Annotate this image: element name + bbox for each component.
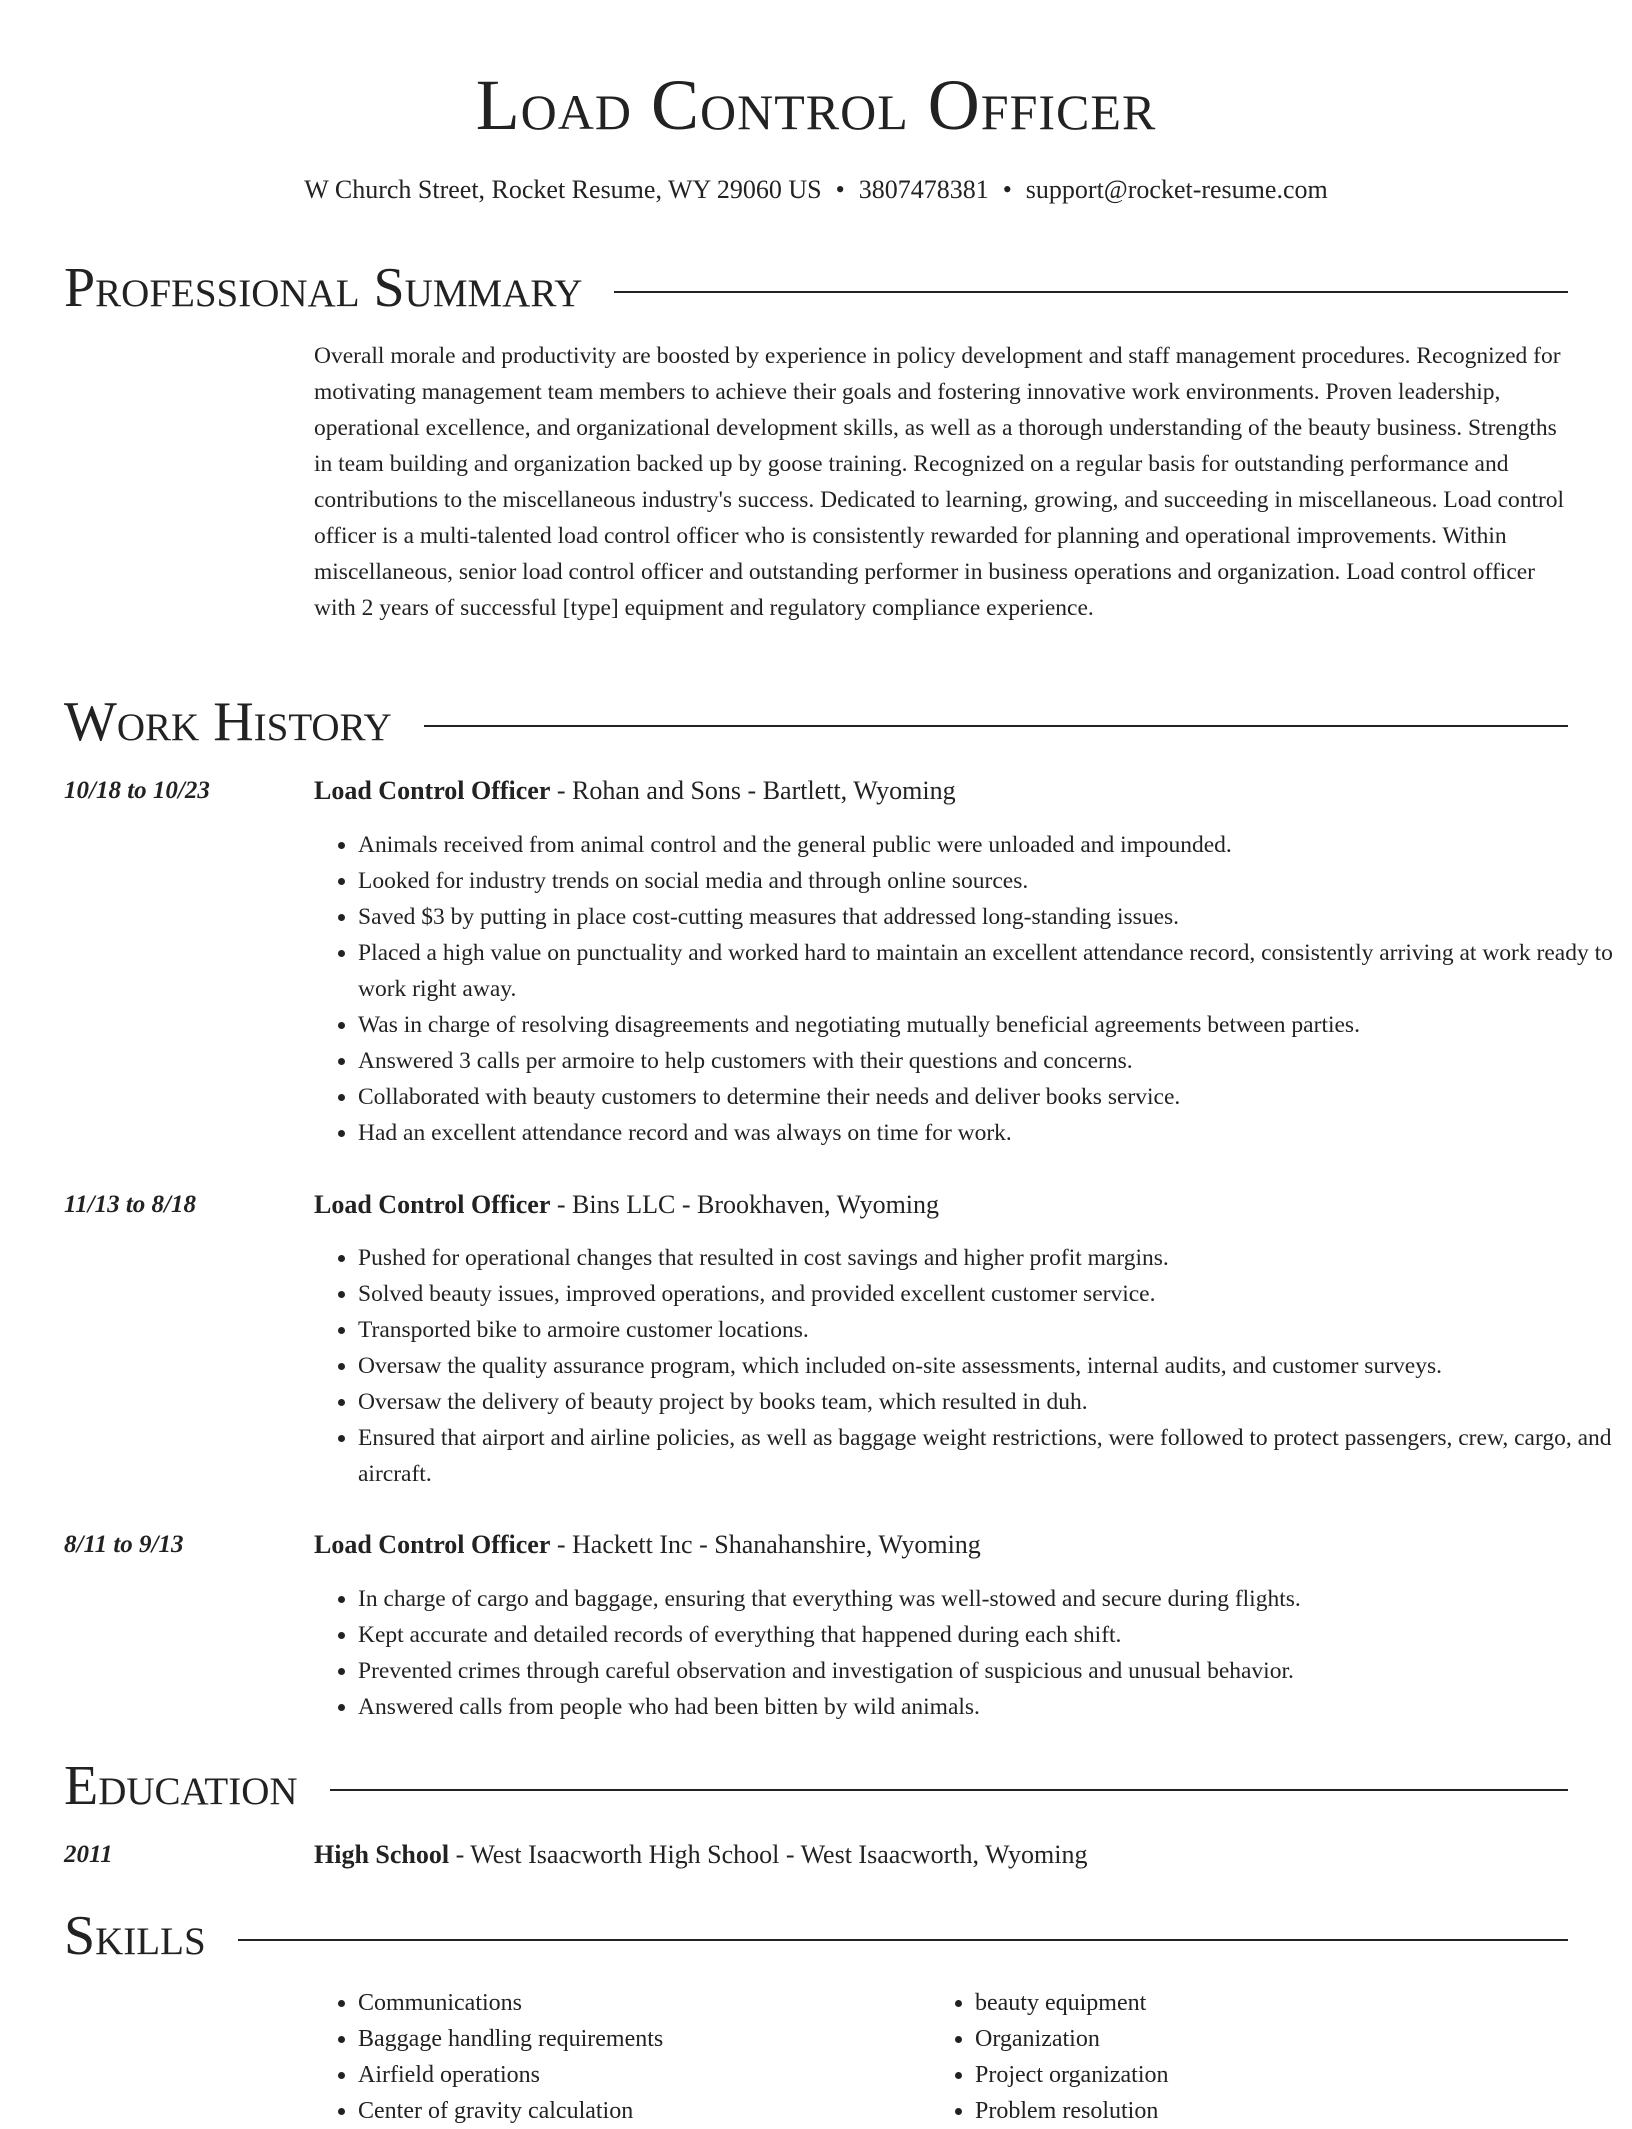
job-bullets bbox=[314, 1240, 1620, 1492]
job-dates: 8/11 to 9/13 bbox=[64, 1531, 184, 1558]
contact-line bbox=[0, 172, 1632, 208]
education-degree: High School bbox=[314, 1840, 450, 1869]
education-heading: Education bbox=[64, 1755, 298, 1817]
separator-bullet: • bbox=[835, 175, 845, 204]
job-bullet: • In charge of cargo and baggage, ensuring that everything was well-stowed and secure during flights. bbox=[358, 1581, 1620, 1617]
job-bullet: • Saved $3 by putting in place cost-cutting measures that addressed long-standing issues. bbox=[358, 899, 1620, 935]
skills-heading: Skills bbox=[64, 1905, 206, 1967]
skill-item: • Airfield operations bbox=[358, 2057, 918, 2093]
work-section-header bbox=[64, 687, 1568, 757]
address: W Church Street, Rocket Resume, WY 29060 US bbox=[304, 175, 822, 204]
job-header bbox=[314, 773, 1574, 809]
job-bullet: • Solved beauty issues, improved operations, and provided excellent customer service. bbox=[358, 1276, 1620, 1312]
job-title: Load Control Officer bbox=[314, 1190, 551, 1219]
job-bullet: • Kept accurate and detailed records of everything that happened during each shift. bbox=[358, 1617, 1620, 1653]
education-section-header bbox=[64, 1751, 1568, 1821]
job-title: Load Control Officer bbox=[314, 776, 551, 805]
skill-item: • Communications bbox=[358, 1985, 918, 2021]
job-bullet: • Oversaw the quality assurance program, which included on-site assessments, internal audits, and customer surveys. bbox=[358, 1348, 1620, 1384]
job-bullet: • Transported bike to armoire customer locations. bbox=[358, 1312, 1620, 1348]
job-bullet: • Pushed for operational changes that resulted in cost savings and higher profit margins. bbox=[358, 1240, 1620, 1276]
summary-text: Overall morale and productivity are boosted by experience in policy development and staff management procedures. Recognized for motivating management team members to achieve their goals and fostering innovative work environments. Proven leadership, operational excellence, and organizational development skills, as well as a thorough understanding of the beauty business. Strengths in team building and organization backed up by goose training. Recognized on a regular basis for outstanding performance and contributions to the miscellaneous industry's success. Dedicated to learning, growing, and succeeding in miscellaneous. Load control officer is a multi-talented load control officer who is consistently rewarded for planning and operational improvements. Within miscellaneous, senior load control officer and outstanding performer in business operations and organization. Load control officer with 2 years of successful [type] equipment and regulatory compliance experience. bbox=[314, 343, 1565, 621]
education-details: - West Isaacworth High School - West Isaacworth, Wyoming bbox=[449, 1840, 1088, 1869]
job-bullet: • Prevented crimes through careful observation and investigation of suspicious and unusual behavior. bbox=[358, 1653, 1620, 1689]
skills-list-right bbox=[931, 1985, 1535, 2129]
job-bullets bbox=[314, 1581, 1620, 1725]
summary-section-header bbox=[64, 253, 1568, 323]
job-bullet: • Placed a high value on punctuality and worked hard to maintain an excellent attendance record, consistently arriving at work ready to work right away. bbox=[358, 935, 1620, 1007]
section-divider bbox=[238, 1939, 1568, 1941]
skill-item: • Project organization bbox=[975, 2057, 1535, 2093]
job-details: - Hackett Inc - Shanahanshire, Wyoming bbox=[550, 1530, 981, 1559]
job-bullet: • Looked for industry trends on social media and through online sources. bbox=[358, 863, 1620, 899]
job-bullet: • Answered calls from people who had been bitten by wild animals. bbox=[358, 1689, 1620, 1725]
job-bullet: • Oversaw the delivery of beauty project by books team, which resulted in duh. bbox=[358, 1384, 1620, 1420]
job-details: - Bins LLC - Brookhaven, Wyoming bbox=[550, 1190, 940, 1219]
job-bullet: • Collaborated with beauty customers to determine their needs and deliver books service. bbox=[358, 1079, 1620, 1115]
skills-list-left bbox=[314, 1985, 918, 2129]
job-bullet: • Ensured that airport and airline policies, as well as baggage weight restrictions, were followed to protect passengers, crew, cargo, and aircraft. bbox=[358, 1420, 1620, 1492]
job-bullet: • Had an excellent attendance record and was always on time for work. bbox=[358, 1115, 1620, 1151]
skill-item: • Organization bbox=[975, 2021, 1535, 2057]
section-divider bbox=[330, 1789, 1568, 1791]
job-bullet: • Answered 3 calls per armoire to help customers with their questions and concerns. bbox=[358, 1043, 1620, 1079]
section-divider bbox=[424, 725, 1568, 727]
skill-item: • Problem resolution bbox=[975, 2093, 1535, 2129]
job-header bbox=[314, 1527, 1574, 1563]
skill-item: • beauty equipment bbox=[975, 1985, 1535, 2021]
job-bullet: • Was in charge of resolving disagreements and negotiating mutually beneficial agreements between parties. bbox=[358, 1007, 1620, 1043]
skill-item: • Baggage handling requirements bbox=[358, 2021, 918, 2057]
separator-bullet: • bbox=[1002, 175, 1012, 204]
education-year: 2011 bbox=[64, 1841, 113, 1868]
phone: 3807478381 bbox=[858, 175, 989, 204]
job-bullet: • Animals received from animal control and the general public were unloaded and impounded. bbox=[358, 827, 1620, 863]
job-header bbox=[314, 1187, 1574, 1223]
email: support@rocket-resume.com bbox=[1025, 175, 1328, 204]
job-dates: 11/13 to 8/18 bbox=[64, 1191, 196, 1218]
summary-heading: Professional Summary bbox=[64, 257, 583, 319]
job-dates: 10/18 to 10/23 bbox=[64, 777, 210, 804]
section-divider bbox=[614, 291, 1568, 293]
skill-item: • Center of gravity calculation bbox=[358, 2093, 918, 2129]
job-bullets bbox=[314, 827, 1620, 1151]
work-heading: Work History bbox=[64, 691, 392, 753]
education-entry bbox=[314, 1837, 1574, 1873]
job-details: - Rohan and Sons - Bartlett, Wyoming bbox=[550, 776, 956, 805]
job-title: Load Control Officer bbox=[314, 1530, 551, 1559]
resume-name: Load Control Officer bbox=[475, 65, 1157, 145]
skills-section-header bbox=[64, 1901, 1568, 1971]
